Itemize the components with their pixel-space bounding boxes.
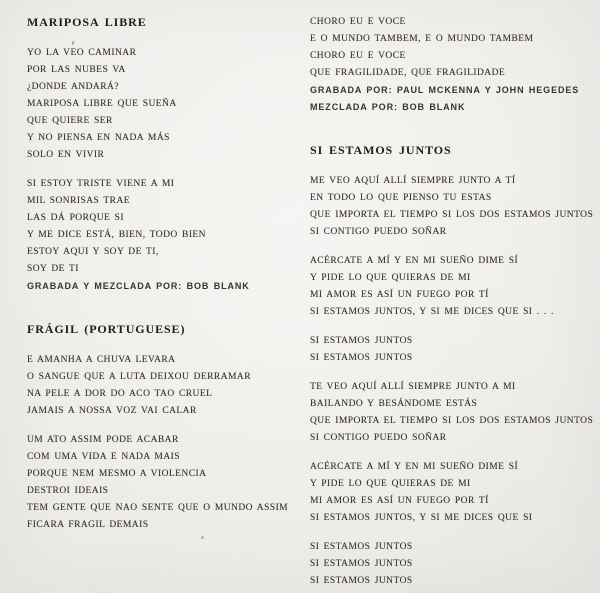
- lyric-line: Y ME DICE ESTÁ, BIEN, TODO BIEN: [27, 229, 206, 240]
- lyric-line: ESTOY AQUI Y SOY DE TI,: [27, 246, 159, 257]
- lyric-line: QUE IMPORTA EL TIEMPO SI LOS DOS ESTAMOS JUNTOS: [310, 415, 594, 426]
- lyric-line: LAS DÁ PORQUE SI: [27, 212, 124, 223]
- lyric-line: PORQUE NEM MESMO A VIOLENCIA: [27, 468, 207, 479]
- lyric-line: CHORO EU E VOCE: [310, 16, 406, 27]
- lyric-line: DESTROI IDEAIS: [27, 485, 109, 496]
- lyric-line: UM ATO ASSIM PODE ACABAR: [27, 434, 179, 445]
- lyric-line: ME VEO AQUÍ ALLÍ SIEMPRE JUNTO A TÍ: [310, 175, 516, 186]
- lyric-line: ACÉRCATE A MÍ Y EN MI SUEÑO DIME SÍ: [310, 255, 519, 266]
- lyric-line: MIL SONRISAS TRAE: [27, 195, 131, 206]
- lyric-line: Y PIDE LO QUE QUIERAS DE MI: [310, 272, 471, 283]
- lyric-line: QUE QUIERE SER: [27, 115, 113, 126]
- lyric-line: Y NO PIENSA EN NADA MÁS: [27, 132, 170, 143]
- lyric-line: NA PELE A DOR DO ACO TAO CRUEL: [27, 388, 213, 399]
- lyric-line: O SANGUE QUE A LUTA DEIXOU DERRAMAR: [27, 371, 252, 382]
- lyric-line: YO LA VEO CAMINAR: [27, 47, 137, 58]
- lyric-line: SOY DE TI: [27, 263, 79, 274]
- lyric-line: SI CONTIGO PUEDO SOÑAR: [310, 432, 447, 443]
- song-title: SI ESTAMOS JUNTOS: [310, 143, 452, 157]
- lyric-line: CHORO EU E VOCE: [310, 50, 406, 61]
- stanza-gap: [310, 446, 595, 458]
- paper-speck: [201, 536, 204, 539]
- lyric-line: SI ESTAMOS JUNTOS: [310, 575, 413, 586]
- lyric-line: SI ESTAMOS JUNTOS: [310, 558, 413, 569]
- credit-line: GRABADA POR: PAUL MCKENNA Y JOHN HEGEDES: [310, 84, 580, 95]
- song-title: MARIPOSA LIBRE: [27, 15, 147, 29]
- lyric-line: TEM GENTE QUE NAO SENTE QUE O MUNDO ASSIM: [27, 502, 289, 513]
- stanza-gap: [310, 320, 595, 332]
- credit-line: GRABADA Y MEZCLADA POR: BOB BLANK: [27, 280, 250, 291]
- stanza-gap: [27, 32, 299, 44]
- lyric-line: E AMANHA A CHUVA LEVARA: [27, 354, 176, 365]
- stanza-gap: [27, 419, 299, 431]
- lyric-line: POR LAS NUBES VA: [27, 64, 126, 75]
- lyric-line: ¿DONDE ANDARÁ?: [27, 81, 119, 92]
- lyric-line: Y PIDE LO QUE QUIERAS DE MI: [310, 478, 471, 489]
- lyric-line: TE VEO AQUÍ ALLÍ SIEMPRE JUNTO A MI: [310, 381, 516, 392]
- lyric-line: SI ESTAMOS JUNTOS: [310, 335, 413, 346]
- lyric-line: FICARA FRAGIL DEMAIS: [27, 519, 149, 530]
- lyric-line: ACÉRCATE A MÍ Y EN MI SUEÑO DIME SÍ: [310, 461, 519, 472]
- lyric-line: MI AMOR ES ASÍ UN FUEGO POR TÍ: [310, 495, 489, 506]
- lyric-line: QUE IMPORTA EL TIEMPO SI LOS DOS ESTAMOS JUNTOS: [310, 209, 594, 220]
- lyric-line: SOLO EN VIVIR: [27, 149, 105, 160]
- lyric-line: JAMAIS A NOSSA VOZ VAI CALAR: [27, 405, 197, 416]
- lyric-line: MI AMOR ES ASÍ UN FUEGO POR TÍ: [310, 289, 489, 300]
- stanza-gap: [310, 160, 595, 172]
- stanza-gap: [310, 115, 595, 141]
- lyrics-column-right: [310, 13, 595, 589]
- lyric-line: COM UMA VIDA E NADA MAIS: [27, 451, 180, 462]
- lyric-line: QUE FRAGILIDADE, QUE FRAGILIDADE: [310, 67, 506, 78]
- lyric-line: BAILANDO Y BESÁNDOME ESTÁS: [310, 398, 478, 409]
- stanza-gap: [27, 163, 299, 175]
- stanza-gap: [310, 366, 595, 378]
- lyric-line: SI ESTAMOS JUNTOS, Y SI ME DICES QUE SI: [310, 512, 533, 523]
- stanza-gap: [27, 294, 299, 320]
- stanza-gap: [27, 339, 299, 351]
- lyric-line: SI ESTAMOS JUNTOS: [310, 541, 413, 552]
- song-title: FRÁGIL (PORTUGUESE): [27, 322, 186, 336]
- lyric-line: SI ESTAMOS JUNTOS, Y SI ME DICES QUE SI . . .: [310, 306, 554, 317]
- stanza-gap: [310, 526, 595, 538]
- lyrics-column-left: [27, 13, 299, 533]
- stanza-gap: [310, 240, 595, 252]
- lyric-line: SI ESTAMOS JUNTOS: [310, 352, 413, 363]
- lyric-line: MARIPOSA LIBRE QUE SUEÑA: [27, 98, 177, 109]
- lyric-line: E O MUNDO TAMBEM, E O MUNDO TAMBEM: [310, 33, 534, 44]
- lyric-line: SI ESTOY TRISTE VIENE A MI: [27, 178, 175, 189]
- lyric-line: SI CONTIGO PUEDO SOÑAR: [310, 226, 447, 237]
- credit-line: MEZCLADA POR: BOB BLANK: [310, 101, 466, 112]
- lyric-line: EN TODO LO QUE PIENSO TU ESTAS: [310, 192, 492, 203]
